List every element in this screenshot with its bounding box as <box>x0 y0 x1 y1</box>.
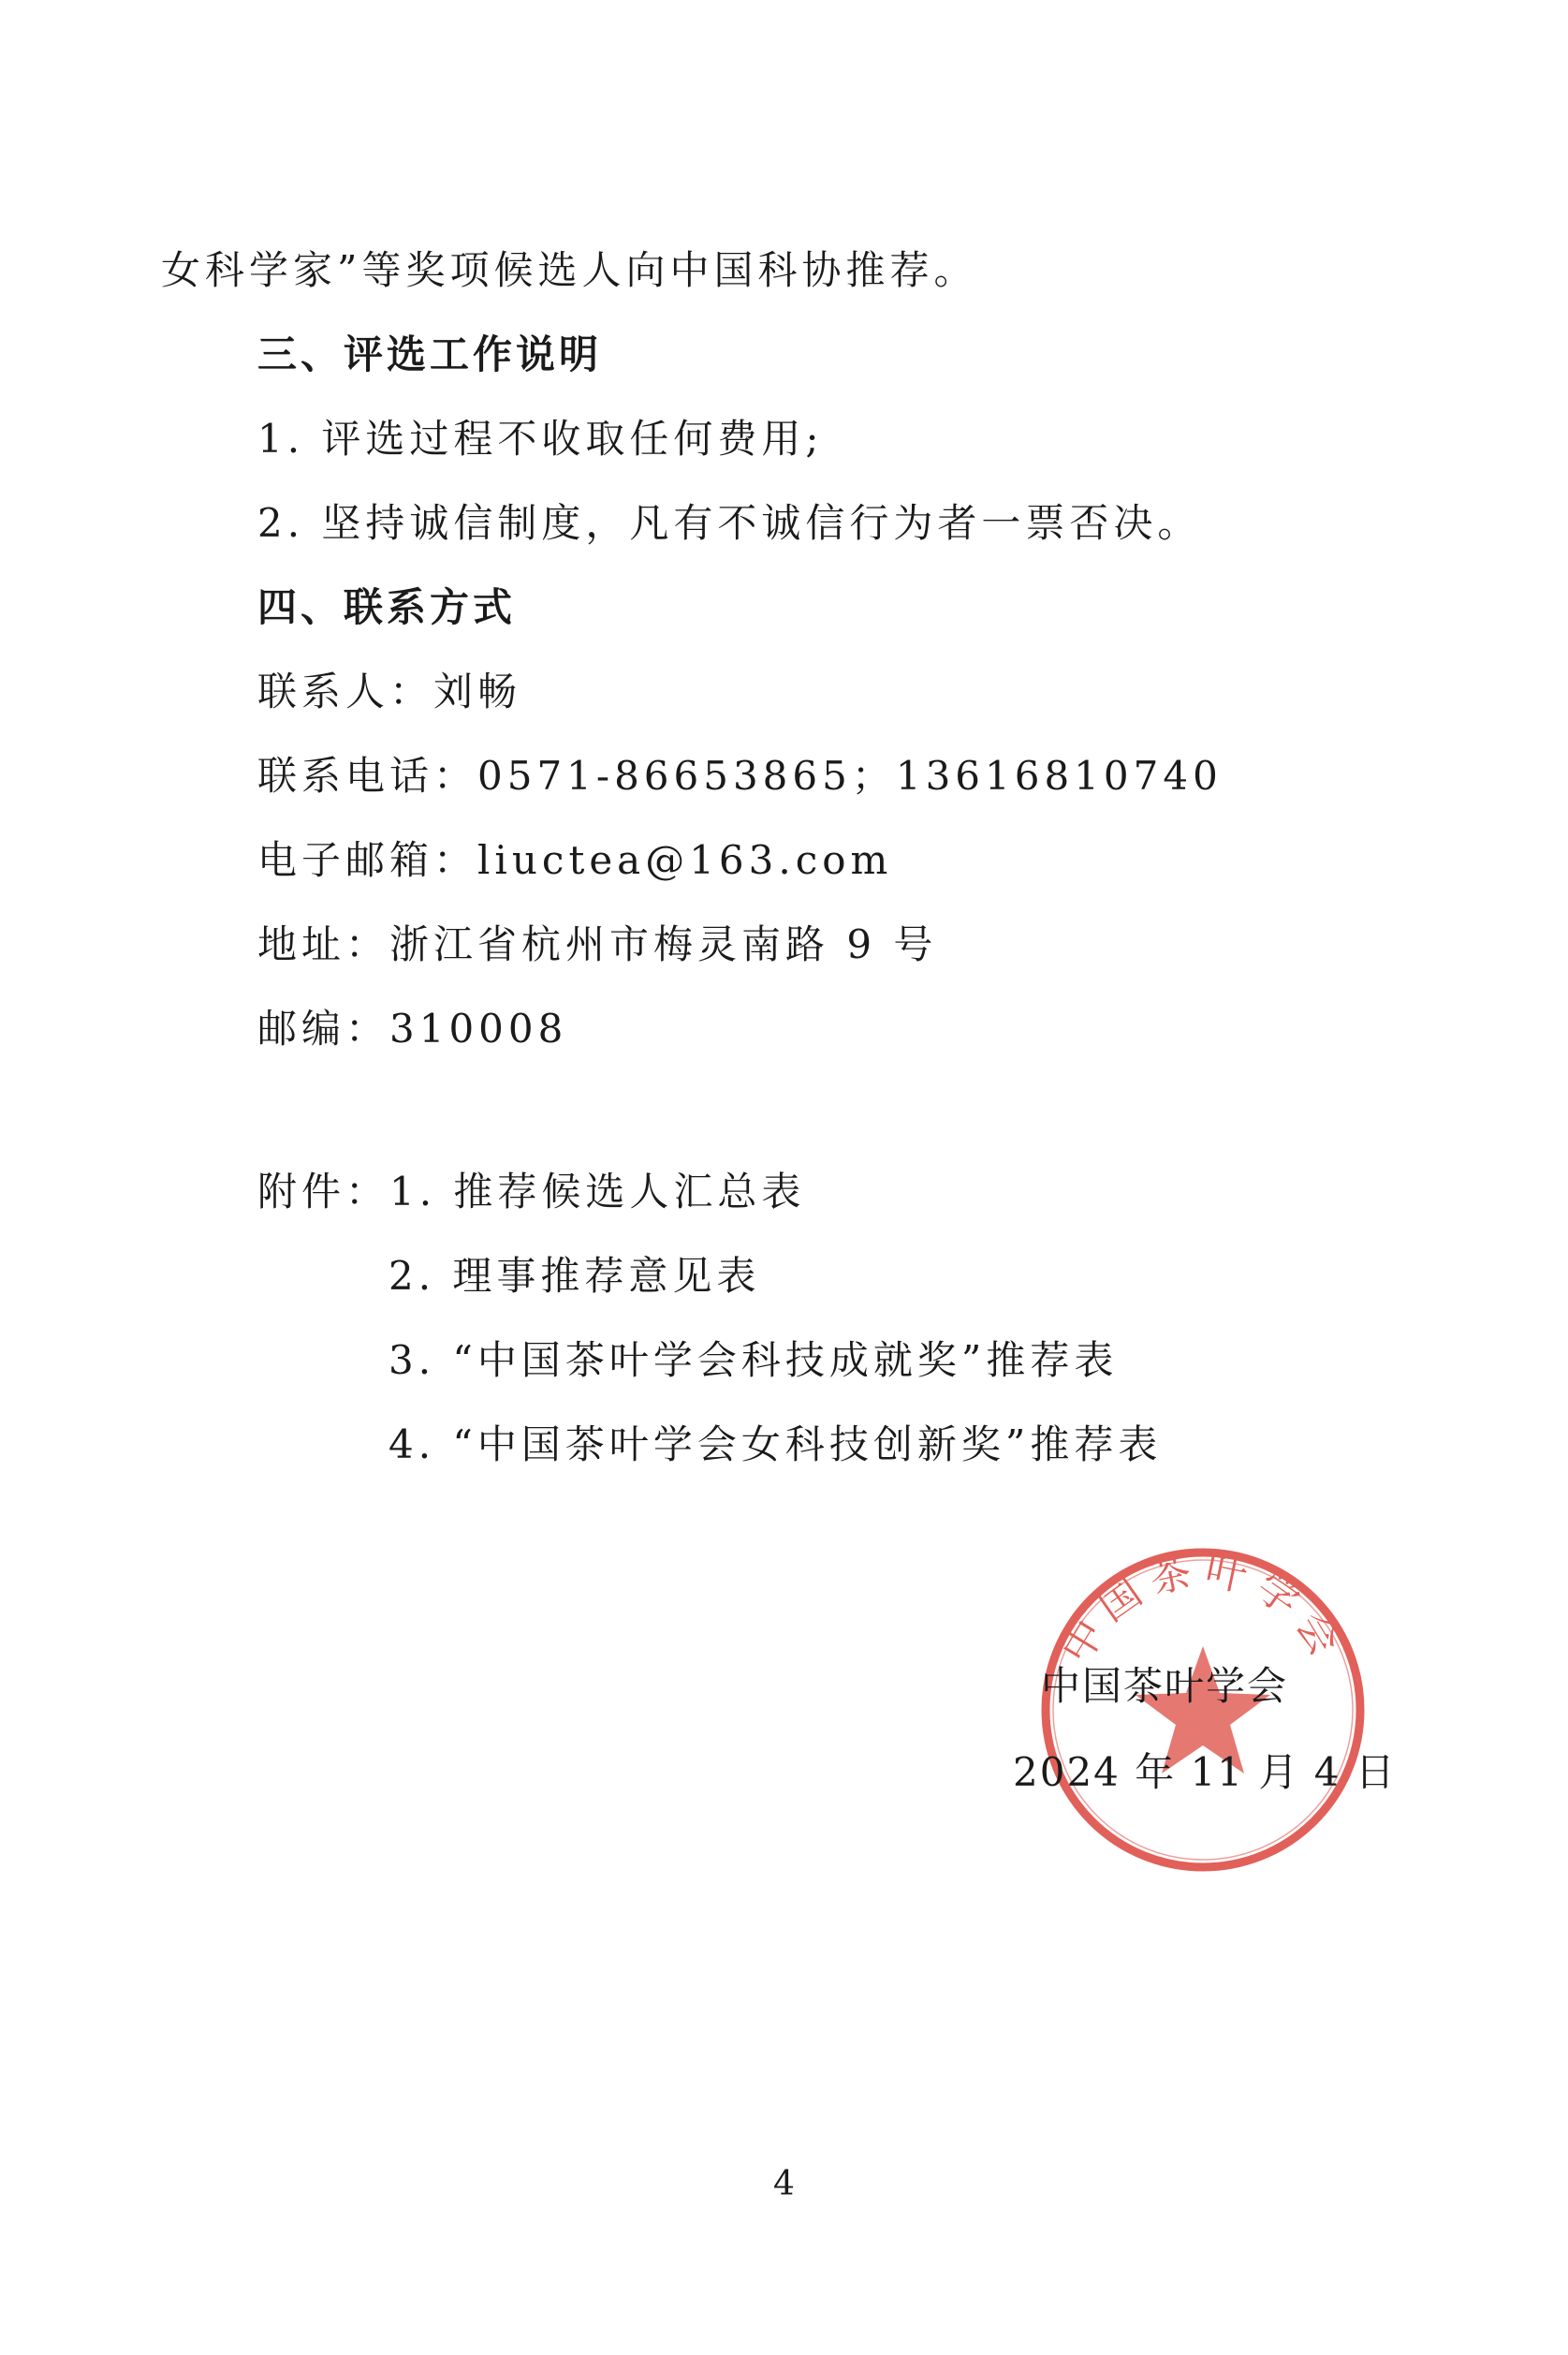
page-number: 4 <box>773 2165 795 2203</box>
signature-date: 2024 年 11 月 4 日 <box>1013 1749 1397 1795</box>
attachment-item: 4. “中国茶叶学会女科技创新奖”推荐表 <box>388 1421 1163 1467</box>
seal-text: 中国茶叶学会 <box>1052 1546 1354 1672</box>
signature-organization: 中国茶叶学会 <box>1041 1663 1289 1709</box>
contact-email: 电子邮箱：liuctea@163.com <box>257 837 893 883</box>
rule-item: 1. 评选过程不收取任何费用; <box>257 416 824 462</box>
official-seal-stamp <box>1036 1543 1370 1877</box>
attachment-item: 附件：1. 推荐候选人汇总表 <box>257 1169 806 1214</box>
section-3-heading: 三、评选工作说明 <box>257 331 603 377</box>
attachment-item: 2. 理事推荐意见表 <box>388 1253 761 1299</box>
contact-phone: 联系电话：0571-86653865；13616810740 <box>257 753 1223 799</box>
contact-postcode: 邮编：310008 <box>257 1006 568 1052</box>
contact-address: 地址：浙江省杭州市梅灵南路 9 号 <box>257 921 938 967</box>
contact-person: 联系人：刘畅 <box>257 669 522 714</box>
section-4-heading: 四、联系方式 <box>257 584 517 630</box>
paragraph-continuation: 女科学家”等奖项候选人向中国科协推荐。 <box>161 247 978 293</box>
rule-item: 2. 坚持诚信制度，凡有不诚信行为者一票否决。 <box>257 500 1202 546</box>
attachment-item: 3. “中国茶叶学会科技成就奖”推荐表 <box>388 1337 1119 1383</box>
